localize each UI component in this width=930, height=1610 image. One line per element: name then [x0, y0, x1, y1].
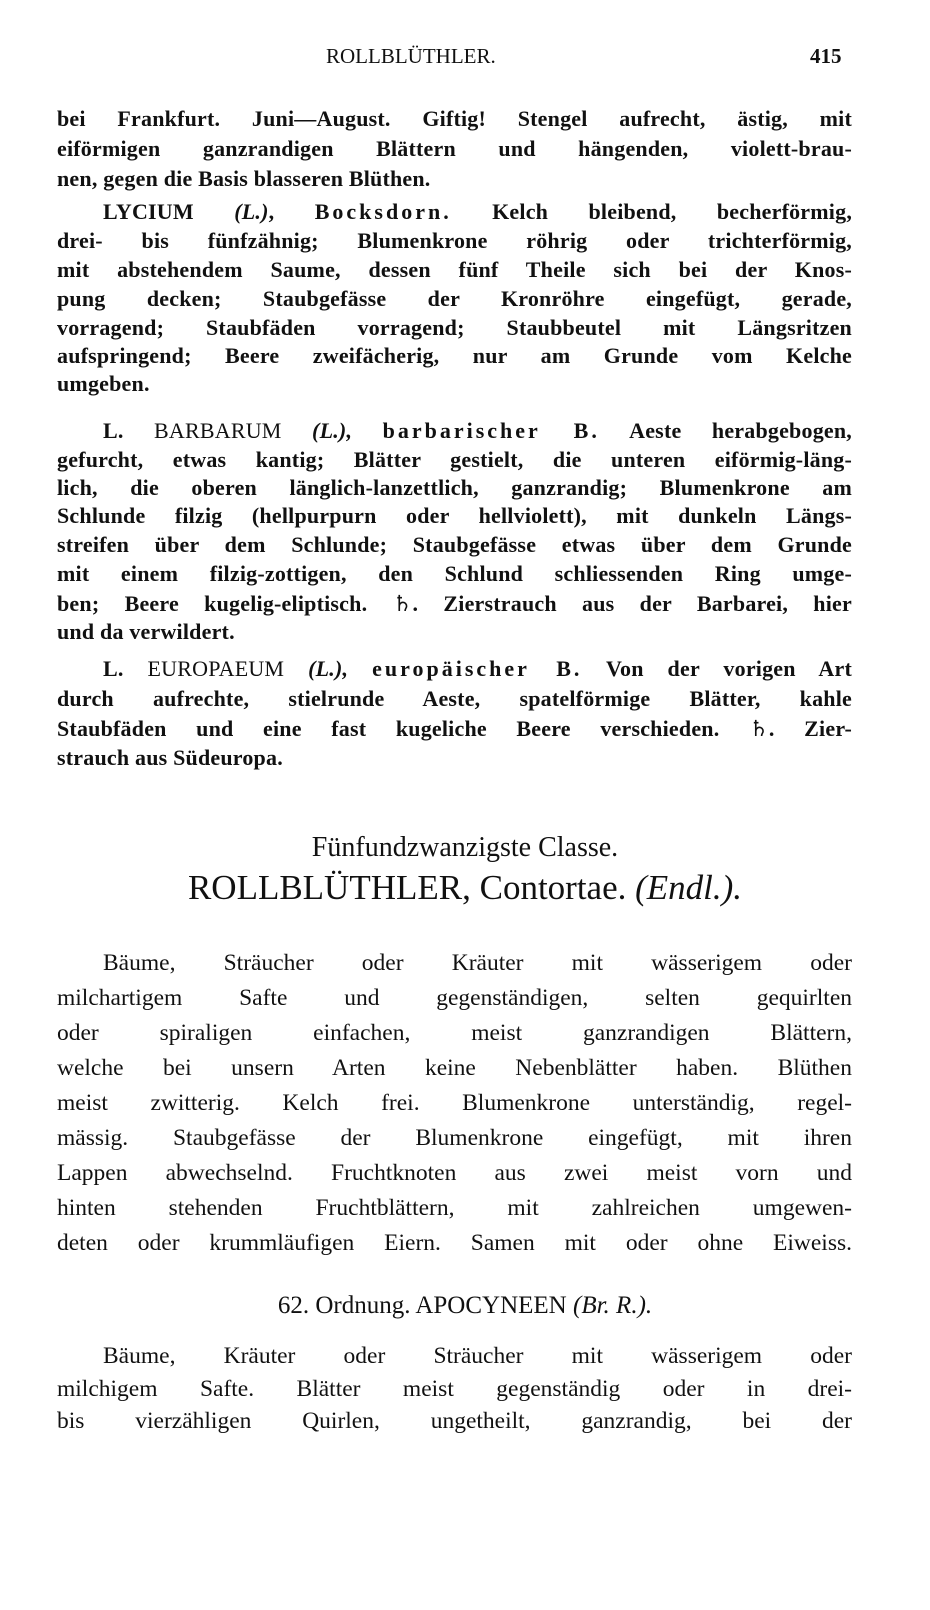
common-name: barbarischer B.	[382, 418, 600, 443]
text-line: bis vierzähligen Quirlen, ungetheilt, ganzrandig, bei der	[57, 1408, 852, 1434]
common-name: europäischer B.	[372, 656, 583, 681]
text-fragment: Aeste herabgebogen,	[629, 418, 852, 443]
page-number: 415	[810, 44, 842, 68]
genus-name: LYCIUM	[103, 199, 194, 224]
text-line	[103, 418, 852, 444]
order-heading	[0, 1292, 930, 1320]
text-line: vorragend; Staubfäden vorragend; Staubbeutel mit Längsritzen	[57, 315, 852, 340]
class-latin: Contortae.	[479, 868, 627, 907]
text-line: nen, gegen die Basis blasseren Blüthen.	[57, 166, 431, 191]
text-line: milchartigem Safte und gegenständigen, selten gequirlten	[57, 985, 852, 1011]
text-line: meist zwitterig. Kelch frei. Blumenkrone unterständig, regel-	[57, 1090, 852, 1116]
text-line: strauch aus Südeuropa.	[57, 745, 283, 770]
running-title: ROLLBLÜTHLER.	[326, 44, 496, 68]
text-line: Staubfäden und eine fast kugeliche Beere verschieden. ♄. Zier-	[57, 716, 852, 741]
author: (L.)	[234, 199, 269, 224]
class-name: ROLLBLÜTHLER,	[187, 868, 471, 907]
genus-abbrev: L.	[103, 656, 124, 681]
text-line: mit einem filzig-zottigen, den Schlund schliessenden Ring umge-	[57, 561, 852, 586]
text-line: mässig. Staubgefässe der Blumenkrone eingefügt, mit ihren	[57, 1125, 852, 1151]
text-line: gefurcht, etwas kantig; Blätter gestielt, die unteren eiförmig-läng-	[57, 447, 852, 472]
text-line: mit abstehendem Saume, dessen fünf Theile sich bei der Knos-	[57, 257, 852, 282]
text-line	[103, 656, 852, 682]
text-line: Lappen abwechselnd. Fruchtknoten aus zwei meist vorn und	[57, 1160, 852, 1186]
text-line: LYCIUM (L.), Bocksdorn. Kelch bleibend, becherförmig,	[103, 199, 853, 224]
text-line: und da verwildert.	[57, 619, 235, 644]
text-line: Bäume, Sträucher oder Kräuter mit wässerigem oder	[103, 950, 852, 976]
text-line: welche bei unsern Arten keine Nebenblätter haben. Blüthen	[57, 1055, 852, 1081]
text-fragment: Von der vorigen Art	[605, 656, 852, 681]
text-line: pung decken; Staubgefässe der Kronröhre eingefügt, gerade,	[57, 286, 852, 311]
text-line: aufspringend; Beere zweifächerig, nur am Grunde vom Kelche	[57, 343, 852, 368]
text-line: oder spiraligen einfachen, meist ganzrandigen Blättern,	[57, 1020, 852, 1046]
class-author: (Endl.).	[635, 868, 743, 907]
genus-abbrev: L.	[103, 418, 124, 443]
order-number: 62. Ordnung.	[277, 1292, 411, 1319]
text-line: deten oder krummläufigen Eiern. Samen mit oder ohne Eiweiss.	[57, 1230, 852, 1256]
species-name: BARBARUM	[154, 418, 282, 443]
order-name: APOCYNEEN	[415, 1292, 567, 1319]
author: (L.),	[308, 656, 349, 681]
text-line: milchigem Safte. Blätter meist gegenständig oder in drei-	[57, 1376, 852, 1402]
text-line: Schlunde filzig (hellpurpurn oder hellviolett), mit dunkeln Längs-	[57, 503, 852, 528]
text-line: drei- bis fünfzähnig; Blumenkrone röhrig oder trichterförmig,	[57, 228, 852, 253]
order-author: (Br. R.).	[573, 1292, 653, 1319]
author: (L.),	[312, 418, 353, 443]
text-line: streifen über dem Schlunde; Staubgefässe etwas über dem Grunde	[57, 532, 852, 557]
text-fragment: Kelch bleibend, becherförmig,	[492, 199, 853, 224]
text-line: ben; Beere kugelig-eliptisch. ♄. Zierstrauch aus der Barbarei, hier	[57, 591, 852, 616]
text-line: durch aufrechte, stielrunde Aeste, spatelförmige Blätter, kahle	[57, 686, 852, 711]
text-line: Bäume, Kräuter oder Sträucher mit wässerigem oder	[103, 1343, 852, 1369]
text-line: lich, die oberen länglich-lanzettlich, ganzrandig; Blumenkrone am	[57, 475, 852, 500]
text-line: bei Frankfurt. Juni—August. Giftig! Stengel aufrecht, ästig, mit	[57, 106, 852, 131]
class-title	[0, 868, 930, 908]
text-line: umgeben.	[57, 371, 150, 396]
common-name: Bocksdorn.	[314, 199, 452, 224]
text-line: hinten stehenden Fruchtblättern, mit zahlreichen umgewen-	[57, 1195, 852, 1221]
text-line: eiförmigen ganzrandigen Blättern und hängenden, violett-brau-	[57, 136, 852, 161]
species-name: EUROPAEUM	[147, 656, 285, 681]
class-heading: Fünfundzwanzigste Classe.	[311, 832, 619, 863]
